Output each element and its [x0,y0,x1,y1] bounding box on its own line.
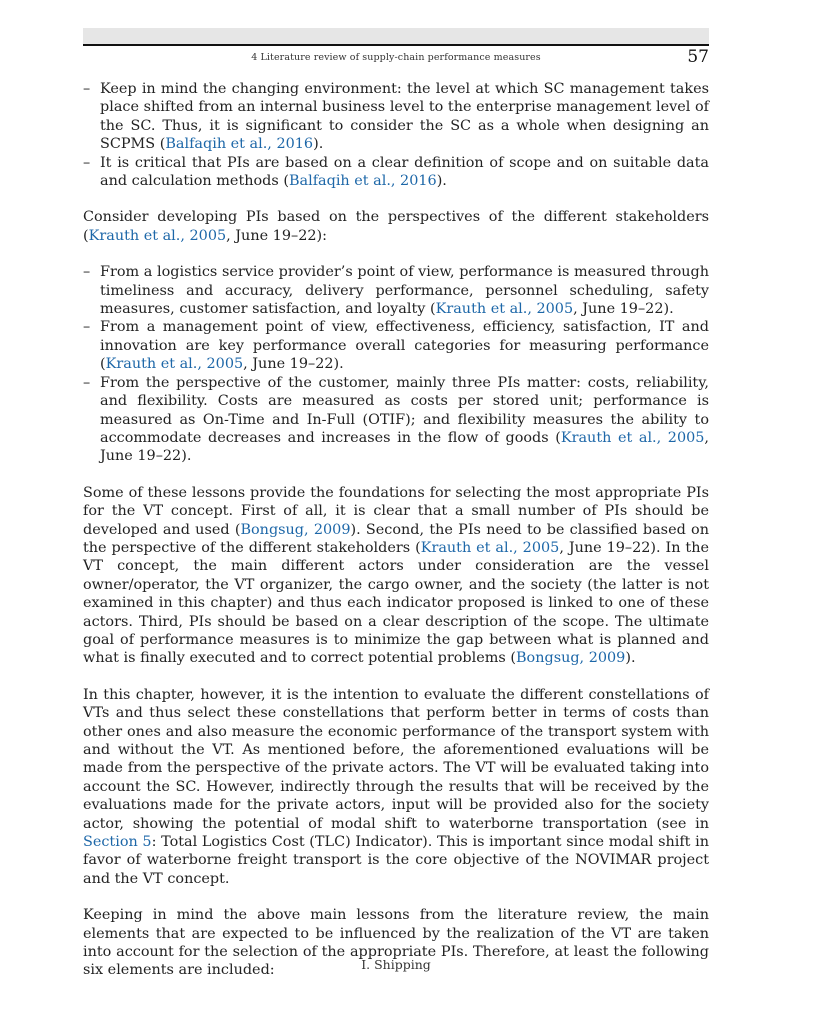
citation-link[interactable]: Krauth et al., 2005 [560,429,705,446]
list-item: – From the perspective of the customer, mainly three PIs matter: costs, reliability, and flexibility. Costs are measured as costs per stored unit; performance is measured as On-Time and In-Full (OTIF); and flexibility measures the ability to accommodate decreases and increases in the flow of goods (Krauth et al., 2005, June 19–22). [83,374,709,466]
paragraph-stakeholders: Consider developing PIs based on the perspectives of the different stakeholders (Krauth et al., 2005, June 19–22): [83,209,709,244]
section-link[interactable]: Section 5 [83,834,152,851]
body-text [83,80,709,980]
paragraph-lessons: Some of these lessons provide the foundations for selecting the most appropriate PIs for the VT concept. First of all, it is clear that a small number of PIs should be developed and used (Bongsug, 2009). Second, the PIs need to be classified based on the perspective of the different stakeholders (Krauth et al., 2005, June 19–22). In the VT concept, the main different actors under consideration are the vessel owner/operator, the VT organizer, the cargo owner, and the society (the latter is not examined in this chapter) and thus each indicator proposed is linked to one of these actors. Third, PIs should be based on a clear description of the scope. The ultimate goal of performance measures is to minimize the gap between what is planned and what is finally executed and to correct potential problems (Bongsug, 2009). [83,484,709,667]
lessons-list [83,80,709,190]
paragraph-keeping: Keeping in mind the above main lessons from the literature review, the main elements that are expected to be influenced by the realization of the VT are taken into account for the selection of the appropriate PIs. Therefore, at least the following six elements are included: [83,907,709,979]
footer: I. Shipping [361,957,431,972]
list-item: – It is critical that PIs are based on a clear definition of scope and on suitable data and calculation methods (Balfaqih et al., 2016). [83,154,709,191]
citation-link[interactable]: Bongsug, 2009 [240,521,351,538]
header-bar [83,28,709,44]
list-item: – Keep in mind the changing environment: the level at which SC management takes place shifted from an internal business level to the enterprise management level of the SC. Thus, it is significant to consider the SC as a whole when designing an SCPMS (Balfaqih et al., 2016). [83,80,709,154]
list-item: – From a management point of view, effectiveness, efficiency, satisfaction, IT and innovation are key performance overall categories for measuring performance (Krauth et al., 2005, June 19–22). [83,318,709,373]
running-head: 4 Literature review of supply-chain performance measures [251,52,541,63]
citation-link[interactable]: Krauth et al., 2005 [88,227,227,244]
paragraph-chapter: In this chapter, however, it is the intention to evaluate the different constellations of VTs and thus select these constellations that perform better in terms of costs than other ones and also measure the economic performance of the transport system with and without the VT. As mentioned before, the aforementioned evaluations will be made from the perspective of the private actors. The VT will be evaluated taking into account the SC. However, indirectly through the results that will be received by the evaluations made for the private actors, input will be provided also for the society actor, showing the potential of modal shift to waterborne transportation (see in Section 5: Total Logistics Cost (TLC) Indicator). This is important since modal shift in favor of waterborne freight transport is the core objective of the NOVIMAR project and the VT concept. [83,686,709,887]
header-rule [83,44,709,46]
citation-link[interactable]: Balfaqih et al., 2016 [288,173,437,190]
citation-link[interactable]: Balfaqih et al., 2016 [165,136,314,153]
stakeholder-list [83,263,709,465]
page-number: 57 [687,47,709,67]
citation-link[interactable]: Krauth et al., 2005 [105,356,244,373]
citation-link[interactable]: Bongsug, 2009 [515,650,626,667]
list-item: – From a logistics service provider’s point of view, performance is measured through timeliness and accuracy, delivery performance, personnel scheduling, safety measures, customer satisfaction, and loyalty (Krauth et al., 2005, June 19–22). [83,263,709,318]
citation-link[interactable]: Krauth et al., 2005 [420,539,560,556]
citation-link[interactable]: Krauth et al., 2005 [435,301,574,318]
